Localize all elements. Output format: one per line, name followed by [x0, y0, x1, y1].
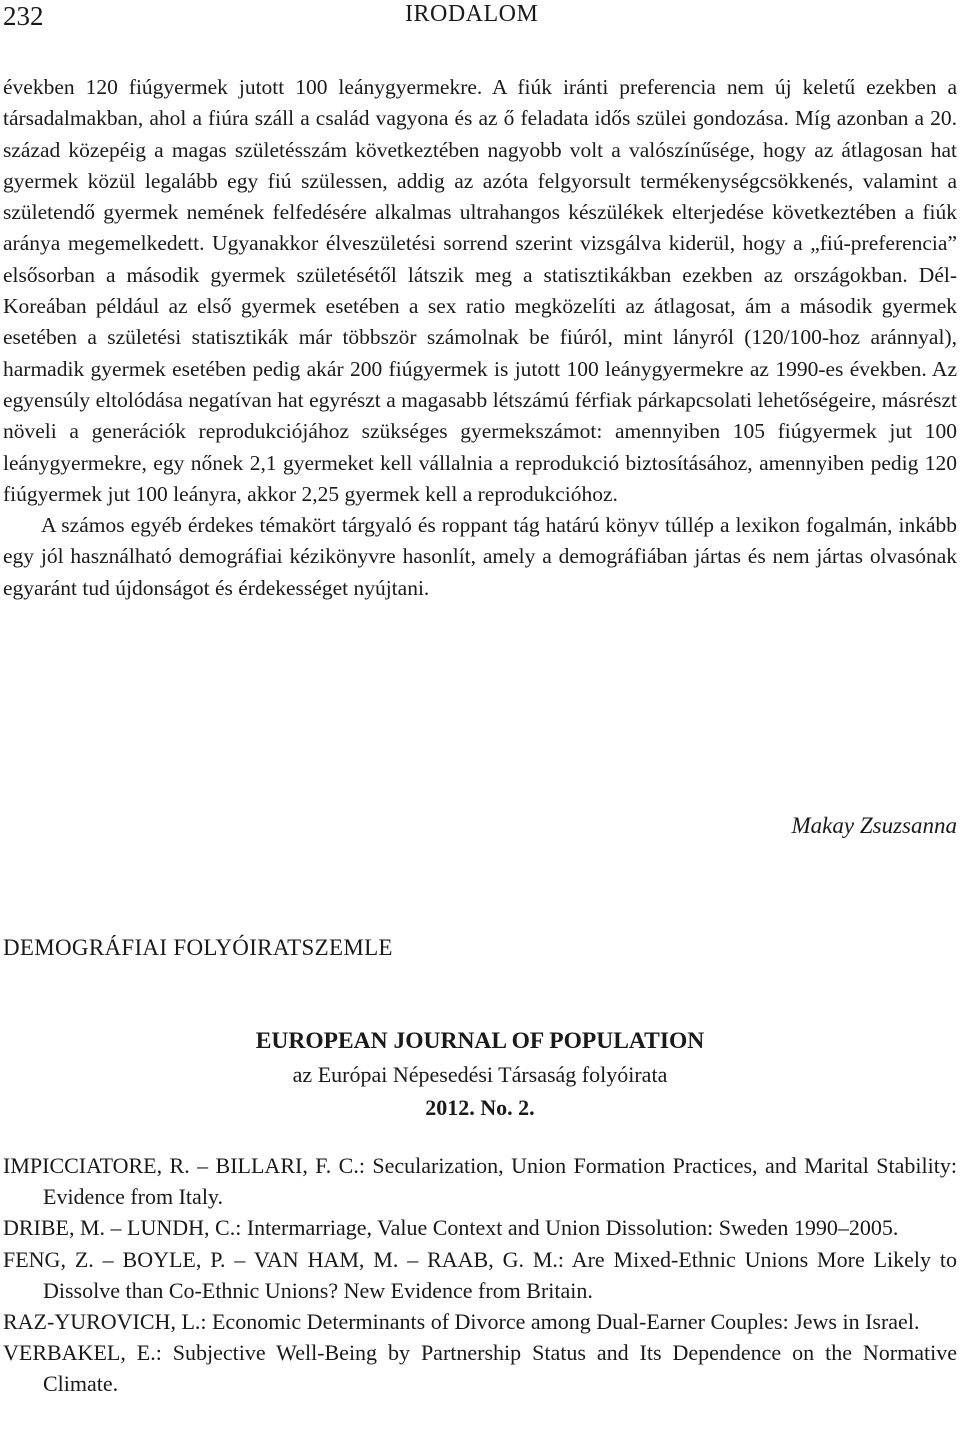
article-entry: RAZ-YUROVICH, L.: Economic Determinants of Divorce among Dual-Earner Couples: Jews in Israel.	[3, 1309, 920, 1335]
journal-subtitle: az Európai Népesedési Társaság folyóirata	[292, 1062, 668, 1087]
article-list	[3, 1150, 957, 1400]
review-paragraph-1: években 120 fiúgyermek jutott 100 leánygyermekre. A fiúk iránti preferencia nem új keletű ezekben a társadalmakban, ahol a fiúra száll a család vagyona és az ő feladata idős szülei gondozása. Míg azonban a 20. század közepéig a magas születésszám következtében nagyobb volt a valószínűsége, hogy az átlagosan hat gyermek közül legalább egy fiú szülessen, addig az azóta felgyorsult termékenységcsökkenés, valamint a születendő gyermek nemének felfedésére alkalmas ultrahangos készülékek elterjedése következtében a fiúk aránya megemelkedett. Ugyanakkor élveszületési sorrend szerint vizsgálva kiderül, hogy a „fiú-preferencia” elsősorban a második gyermek születésétől látszik meg a statisztikákban ezekben az országokban. Dél-Koreában például az első gyermek esetében a sex ratio megközelíti az átlagosat, ám a második gyermek esetében a születési statisztikák már többször számolnak be fiúról, mint lányról (120/100-hoz aránnyal), harmadik gyermek esetében pedig akár 200 fiúgyermek is jutott 100 leánygyermekre az 1990-es években. Az egyensúly eltolódása negatívan hat egyrészt a magasabb létszámú férfiak párkapcsolati lehetőségeire, másrészt növeli a generációk reprodukciójához szükséges gyermekszámot: amennyiben 105 fiúgyermek jut 100 leánygyermekre, egy nőnek 2,1 gyermeket kell vállalnia a reprodukció biztosításához, amennyiben pedig 120 fiúgyermek jut 100 leányra, akkor 2,25 gyermek kell a reprodukcióhoz.	[3, 75, 957, 506]
journal-issue: 2012. No. 2.	[425, 1095, 535, 1120]
journal-name: EUROPEAN JOURNAL OF POPULATION	[255, 1028, 705, 1054]
article-entry: IMPICCIATORE, R. – BILLARI, F. C.: Secularization, Union Formation Practices, and Marital Stability: Evidence from Italy.	[3, 1153, 957, 1210]
section-title: DEMOGRÁFIAI FOLYÓIRATSZEMLE	[3, 935, 393, 960]
article-entry: DRIBE, M. – LUNDH, C.: Intermarriage, Value Context and Union Dissolution: Sweden 1990–2005.	[3, 1215, 899, 1241]
journal-heading	[0, 1025, 960, 1124]
article-entry: VERBAKEL, E.: Subjective Well-Being by Partnership Status and Its Dependence on the Normative Climate.	[3, 1340, 957, 1397]
review-body	[3, 72, 957, 604]
page-number: 232	[3, 1, 44, 31]
review-paragraph-2: A számos egyéb érdekes témakört tárgyaló és roppant tág határú könyv túllép a lexikon fogalmán, inkább egy jól használható demográfiai kézikönyvre hasonlít, amely a demográfiában jártas és nem jártas olvasónak egyaránt tud újdonságot és érdekességet nyújtani.	[3, 513, 957, 600]
review-author-signature: Makay Zsuzsanna	[791, 813, 957, 838]
article-entry: FENG, Z. – BOYLE, P. – VAN HAM, M. – RAAB, G. M.: Are Mixed-Ethnic Unions More Likely to Dissolve than Co-Ethnic Unions? New Evidence from Britain.	[3, 1246, 957, 1303]
running-head: IRODALOM	[405, 1, 539, 27]
page-header	[0, 0, 960, 40]
